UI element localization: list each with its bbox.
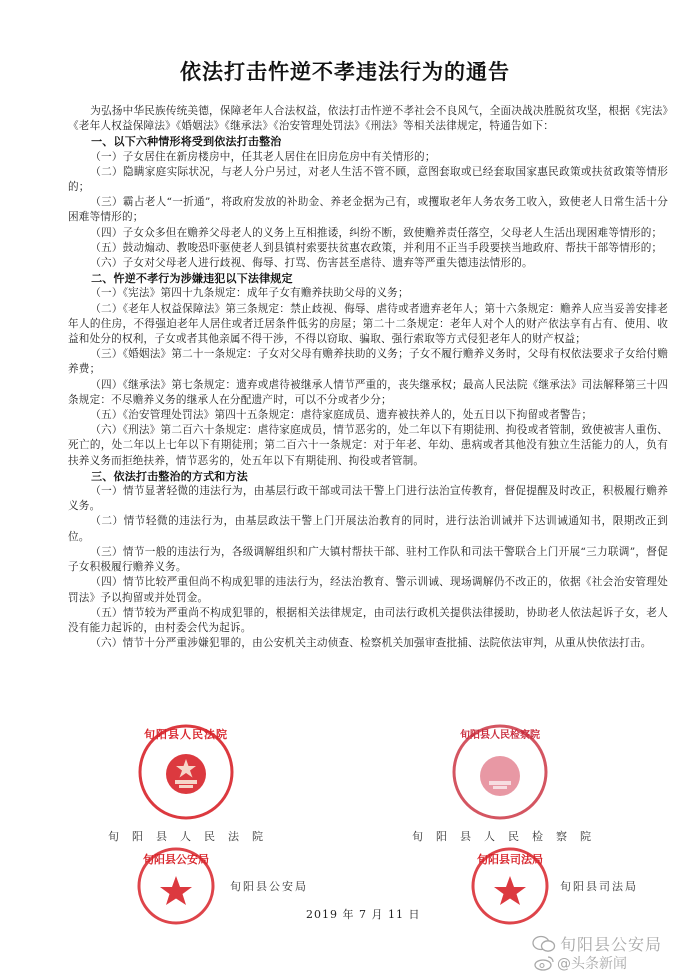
section-heading-2: 二、忤逆不孝行为涉嫌违犯以下法律规定 bbox=[91, 272, 293, 286]
section-2-item: （六）《刑法》第二百六十条规定：虐待家庭成员，情节恶劣的，处二年以下有期徒刑、拘役或者管制，致使被害人重伤、死亡的，处二年以上七年以下有期徒刑；第二百六十一条规定：对于年老、年幼、患病或者其他没有独立生活能力的人，负有扶养义务而拒绝扶养，情节恶劣的，处五年以下有期徒刑、拘役或者管制。 bbox=[68, 424, 668, 467]
section-1-item: （六）子女对父母老人进行歧视、侮辱、打骂、伤害甚至虐待、遗弃等严重失德违法情形的。 bbox=[90, 257, 533, 270]
signatory-procuratorate: 旬阳县人民检察院 bbox=[412, 830, 604, 843]
section-1-item: （四）子女众多但在赡养父母老人的义务上互相推诿，纠纷不断，致使赡养责任落空，父母老人生活出现困难等情形的； bbox=[90, 226, 663, 239]
signatory-court: 旬阳县人民法院 bbox=[108, 830, 276, 843]
signatory-justice: 旬阳县司法局 bbox=[560, 880, 638, 893]
court-seal-label: 旬阳县人民法院 bbox=[144, 728, 228, 741]
procuratorate-seal-label: 旬阳县人民检察院 bbox=[460, 730, 540, 741]
section-3-item: （五）情节较为严重尚不构成犯罪的，根据相关法律规定，由司法行政机关提供法律援助，协助老人依法起诉子女，老人没有能力起诉的，由村委会代为起诉。 bbox=[68, 606, 668, 634]
wechat-icon bbox=[532, 935, 556, 953]
watermark-source: @头条新闻 bbox=[557, 956, 627, 972]
section-1-item: （五）鼓动煽动、教唆恐吓驱使老人到县镇村索要扶贫惠农政策，并利用不正当手段要挟当地政府、帮扶干部等情形的； bbox=[90, 241, 663, 254]
section-heading-1: 一、以下六种情形将受到依法打击整治 bbox=[91, 135, 282, 149]
star-icon bbox=[494, 876, 526, 905]
national-emblem-icon bbox=[480, 756, 520, 796]
section-3-item: （二）情节轻微的违法行为，由基层政法干警上门开展法治教育的同时，进行法治训诫并下达训诫通知书，限期改正到位。 bbox=[68, 515, 668, 543]
section-2-item: （三）《婚姻法》第二十一条规定：子女对父母有赡养扶助的义务；子女不履行赡养义务时，父母有权依法要求子女给付赡养费； bbox=[68, 348, 668, 376]
section-3-item: （三）情节一般的违法行为，各级调解组织和广大镇村帮扶干部、驻村工作队和司法干警联合上门开展“三力联调”，督促子女积极履行赡养义务。 bbox=[68, 545, 668, 574]
signatory-police: 旬阳县公安局 bbox=[230, 880, 308, 893]
section-heading-3: 三、依法打击整治的方式和方法 bbox=[91, 469, 248, 483]
document-body bbox=[68, 104, 668, 651]
section-3-item: （六）情节十分严重涉嫌犯罪的，由公安机关主动侦查、检察机关加强审查批捕、法院依法审判，从重从快依法打击。 bbox=[90, 637, 652, 650]
star-icon bbox=[160, 876, 192, 905]
document-date: 2019 年 7 月 11 日 bbox=[306, 908, 421, 921]
intro-paragraph: 为弘扬中华民族传统美德，保障老年人合法权益，依法打击忤逆不孝社会不良风气，全面决战决胜脱贫攻坚，根据《宪法》《老年人权益保障法》《婚姻法》《继承法》《治安管理处罚法》《刑法》等相关法律规定，特通告如下： bbox=[68, 105, 668, 133]
section-3-item: （一）情节显著轻微的违法行为，由基层行政干部或司法干警上门进行法治宣传教育，督促提醒及时改正，积极履行赡养义务。 bbox=[68, 485, 668, 513]
section-2-item: （一）《宪法》第四十九条规定：成年子女有赡养扶助父母的义务； bbox=[90, 287, 409, 300]
section-2-item: （五）《治安管理处罚法》第四十五条规定：虐待家庭成员、遗弃被扶养人的，处五日以下拘留或者警告； bbox=[90, 409, 593, 422]
section-1-item: （三）霸占老人“一折通”，将政府发放的补助金、养老金据为己有，或攫取老年人务农务工收入，致使老人日常生活十分困难等情形的； bbox=[68, 196, 668, 224]
section-3-item: （四）情节比较严重但尚不构成犯罪的违法行为，经法治教育、警示训诫、现场调解仍不改正的，依据《社会治安管理处罚法》予以拘留或并处罚金。 bbox=[68, 576, 668, 604]
document-title: 依法打击忤逆不孝违法行为的通告 bbox=[180, 59, 510, 84]
section-2-item: （四）《继承法》第七条规定：遗弃或虐待被继承人情节严重的，丧失继承权；最高人民法院《继承法》司法解释第三十四条规定：不尽赡养义务的继承人在分配遗产时，可以不分或者少分； bbox=[68, 378, 668, 406]
section-1-item: （二）隐瞒家庭实际状况，与老人分户另过，对老人生活不管不顾，意图套取或已经套取国家惠民政策或扶贫政策等情形的； bbox=[68, 165, 668, 194]
watermark-account: 旬阳县公安局 bbox=[560, 935, 663, 954]
justice-seal-label: 旬阳县司法局 bbox=[477, 853, 543, 866]
police-seal-label: 旬阳县公安局 bbox=[143, 853, 209, 866]
section-2-item: （二）《老年人权益保障法》第三条规定：禁止歧视、侮辱、虐待或者遗弃老年人；第十六条规定：赡养人应当妥善安排老年人的住房，不得强迫老年人居住或者迁居条件低劣的房屋；第二十二条规定：老年人对个人的财产依法享有占有、使用、收益和处分的权利，子女或者其他亲属不得干涉，不得以窃取、骗取、强行索取等方式侵犯老年人的财产权益； bbox=[68, 302, 668, 346]
watermark bbox=[532, 932, 662, 973]
section-1-item: （一）子女居住在新房楼房中，任其老人居住在旧房危房中有关情形的； bbox=[90, 150, 436, 163]
national-emblem-icon bbox=[166, 754, 206, 794]
weibo-icon bbox=[534, 955, 554, 971]
